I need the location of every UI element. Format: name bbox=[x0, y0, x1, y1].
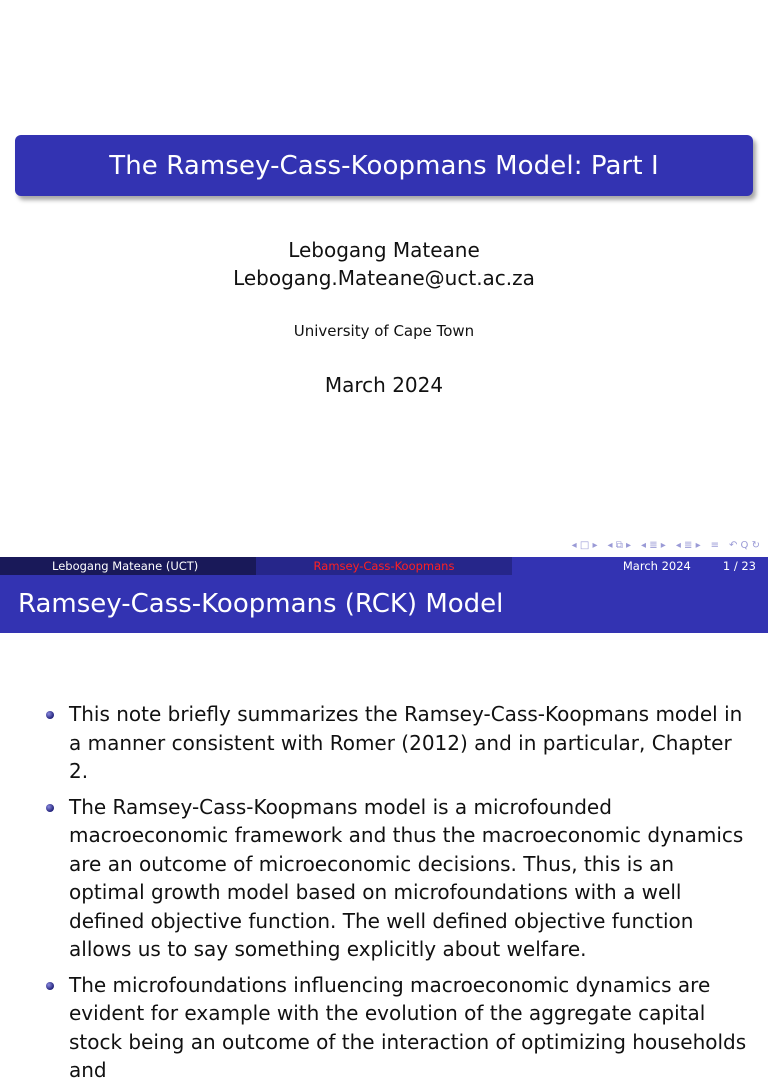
bullet-icon bbox=[46, 804, 54, 812]
presentation-date: March 2024 bbox=[324, 373, 444, 397]
footer-short-title: Ramsey-Cass-Koopmans bbox=[256, 557, 512, 575]
footer-author: Lebogang Mateane (UCT) bbox=[0, 557, 256, 575]
appendix-nav-icon[interactable]: ≡ bbox=[710, 539, 719, 551]
footer-date-page bbox=[512, 557, 768, 575]
list-item bbox=[46, 971, 756, 1085]
list-item bbox=[46, 793, 756, 964]
list-item bbox=[46, 700, 756, 786]
bullet-icon bbox=[46, 982, 54, 990]
footline bbox=[0, 557, 768, 575]
search-back-forward-icon[interactable]: ↶ Q ↻ bbox=[729, 539, 760, 551]
frame-nav-icon[interactable]: ◂ □ ▸ bbox=[571, 539, 598, 551]
frame-title: Ramsey-Cass-Koopmans (RCK) Model bbox=[18, 589, 504, 619]
bullet-text: The Ramsey-Cass-Koopmans model is a microfounded macroeconomic framework and thus the macroeconomic dynamics are an outcome of microeconomic decisions. Thus, this is an optimal growth model based on microfoundations with a well defined objective function. The well defined objective function allows us to say something explicitly about welfare. bbox=[69, 794, 744, 961]
footer-page-number: 1 / 23 bbox=[722, 559, 756, 573]
author-email[interactable]: Lebogang.Mateane@uct.ac.za bbox=[233, 266, 535, 290]
bullet-icon bbox=[46, 711, 54, 719]
bullet-text: The microfoundations influencing macroeconomic dynamics are evident for example with the evolution of the aggregate capital stock being an outcome of the interaction of optimizing households and bbox=[69, 972, 747, 1082]
author-name: Lebogang Mateane bbox=[288, 238, 480, 262]
document-nav-icon[interactable]: ◂ ≣ ▸ bbox=[675, 539, 701, 551]
bullet-text: This note briefly summarizes the Ramsey-Cass-Koopmans model in a manner consistent with Romer (2012) and in particular, Chapter 2. bbox=[69, 702, 743, 783]
navigation-symbols bbox=[572, 537, 760, 553]
bullet-list bbox=[46, 700, 756, 1092]
presentation-title: The Ramsey-Cass-Koopmans Model: Part I bbox=[109, 150, 659, 181]
subsection-nav-icon[interactable]: ◂ ⧉ ▸ bbox=[607, 539, 632, 551]
title-box bbox=[15, 135, 753, 196]
frame-title-bar bbox=[0, 575, 768, 633]
institute: University of Cape Town bbox=[293, 322, 475, 340]
footer-date: March 2024 bbox=[622, 559, 691, 573]
author-block bbox=[0, 236, 768, 292]
section-nav-icon[interactable]: ◂ ≣ ▸ bbox=[641, 539, 666, 551]
